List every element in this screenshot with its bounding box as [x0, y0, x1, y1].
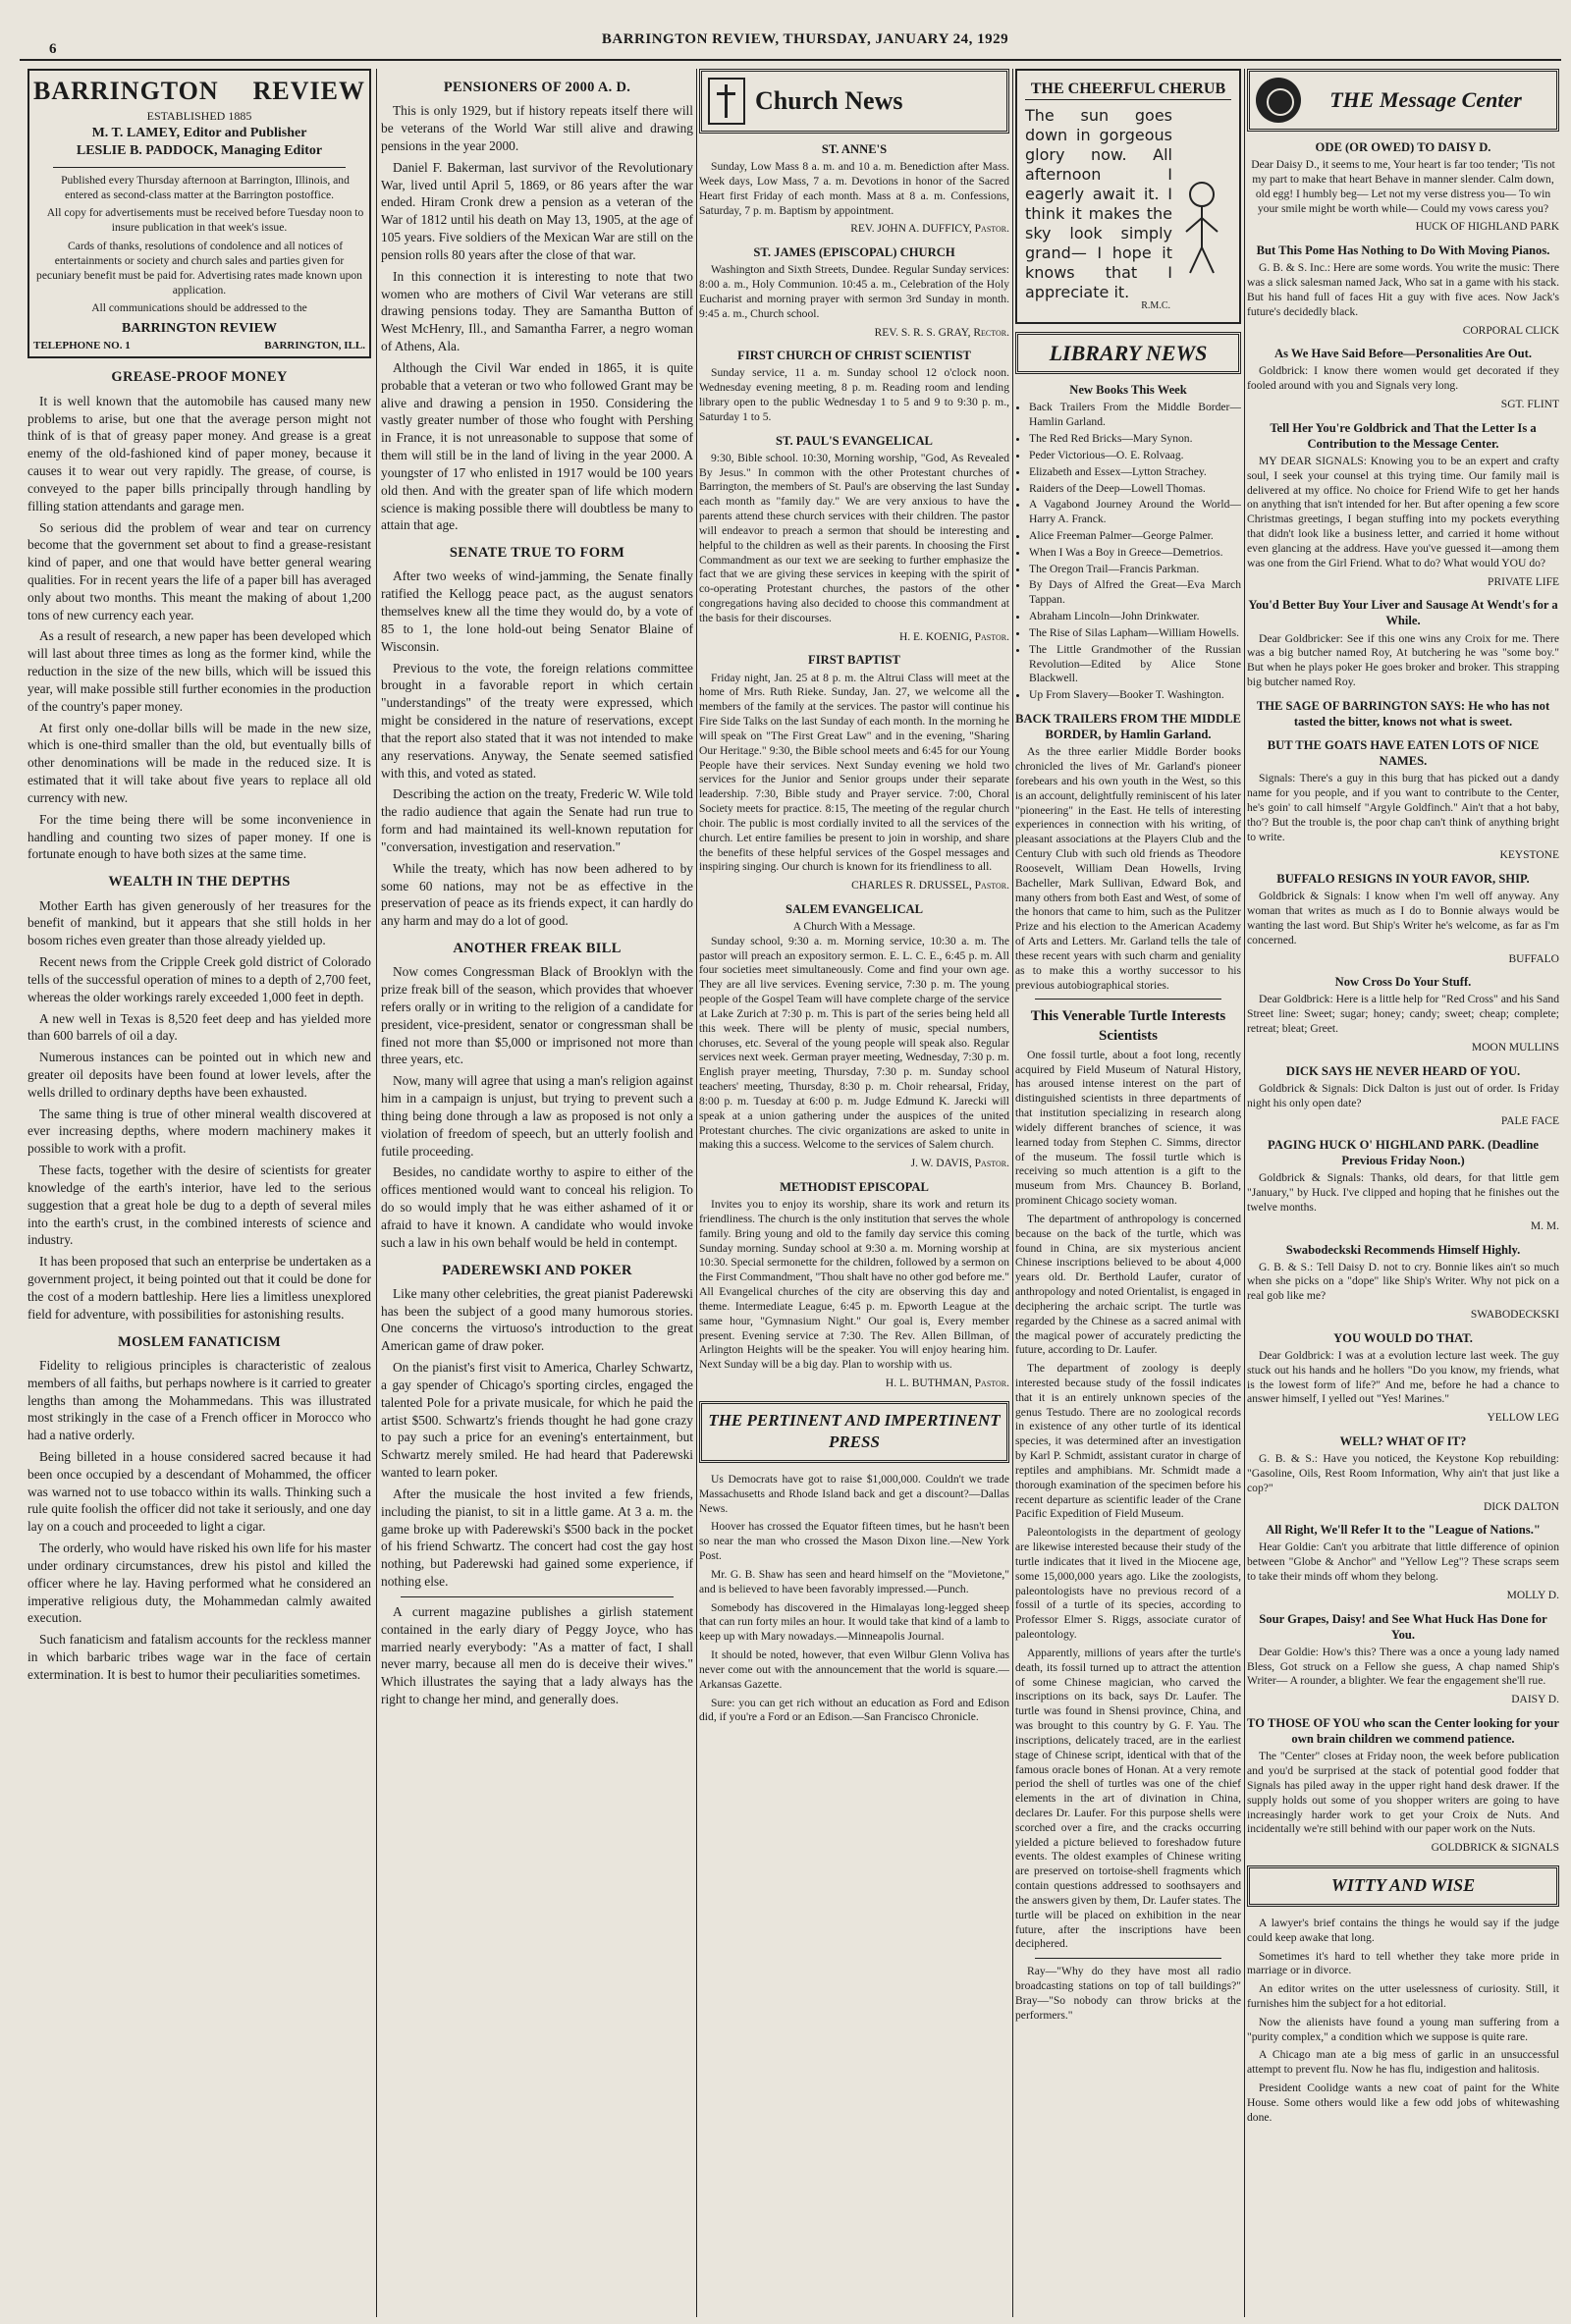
mc-signature: HUCK OF HIGHLAND PARK [1415, 221, 1559, 234]
mc-signature: DAISY D. [1511, 1694, 1559, 1706]
headline: PENSIONERS OF 2000 A. D. [443, 80, 631, 95]
mc-signature: PALE FACE [1500, 1115, 1559, 1128]
book-item: • Alice Freeman Palmer—George Palmer. [1029, 529, 1241, 544]
message-center-header [1247, 69, 1559, 132]
page-masthead [20, 29, 1561, 59]
headline: WEALTH IN THE DEPTHS [108, 874, 291, 891]
article-paragraph: The same thing is true of other mineral wealth discovered at ever increasing depths, where modern machinery makes it possible to work with a profit. [27, 1106, 371, 1157]
book-item: • By Days of Alfred the Great—Eva March Tappan. [1029, 578, 1241, 608]
mc-item: Dear Goldbrick: Here is a little help for "Red Cross" and his Sand Street line: Sweet; sugar; honey; candy; sweet; cheap; complete; retreat; bleat; Greet. [1247, 993, 1559, 1036]
witty-item: President Coolidge wants a new coat of paint for the White House. Some others would like a few odd jobs of whitewashing done. [1247, 2081, 1559, 2124]
book-item: • Back Trailers From the Middle Border—Hamlin Garland. [1029, 401, 1241, 430]
church-heading: ST. PAUL'S EVANGELICAL [776, 433, 933, 448]
church-notice: Washington and Sixth Streets, Dundee. Regular Sunday services: 8:00 a. m., Holy Communion. 10:45 a. m., Celebration of the Holy Eucharist and morning prayer with sermon 3rd Sunday in month. 9:45 a. m., Church school. [699, 263, 1009, 320]
article-paragraph: The department of anthropology is concerned because on the back of the turtle, which was found in China, are six mysterious ancient Chinese inscriptions believed to be about 4,000 years old. Dr. Berthold Laufer, curator of anthropology and noted Orientalist, is engaged in deciphering the archaic script. The turtle was regarded by the Chinese as a sacred animal with the magical power of accurately predicting the future, according to Dr. Laufer. [1015, 1212, 1241, 1357]
article-paragraph: Being billeted in a house considered sacred because it had been once occupied by a descendant of Mohammed, the officer was warned not to use tobacco within its walls. Thinking such a rule quite foolish the officer did not take it seriously, and one day lay on a couch and proceeded to light a cigar. [27, 1449, 371, 1535]
column-2 [381, 69, 693, 2317]
book-item: • The Oregon Trail—Francis Parkman. [1029, 563, 1241, 577]
telephone: TELEPHONE NO. 1 [33, 339, 131, 351]
mc-heading: TO THOSE OF YOU who scan the Center looking for your own brain children we commend patience. [1247, 1716, 1559, 1747]
mc-heading: Tell Her You're Goldbrick and That the Letter Is a Contribution to the Message Center. [1270, 420, 1537, 451]
headline: GREASE-PROOF MONEY [111, 369, 288, 386]
library-news-header: LIBRARY NEWS [1015, 332, 1241, 374]
mc-item: G. B. & S. Inc.: Here are some words. You write the music: There was a slick salesman named Jack, Who sat in a game with his stack. But his hand full of faces Hit a guy with five aces. Now Jack's future's decidedly black. [1247, 261, 1559, 318]
church-heading: FIRST BAPTIST [808, 653, 900, 668]
church-news-header [699, 69, 1009, 134]
church-notice: Friday night, Jan. 25 at 8 p. m. the Altrui Class will meet at the home of Mrs. Ruth Rieke. Sunday, Jan. 27, we welcome all the members of the family at the services. The pastor will continue his Fire Side Talks on the last Sunday of each month. In the morning he will speak on "The First Great Law" and in the evening, "Sharing Our Heritage." 9:30, the Bible school meets and 6:45 for our Young People have their services. Next Sunday evening we hold two services for the Junior and Senior groups under their separate leadership. 7:30, Bible study and Prayer service. 7:00, Choral Society meets for practice. 8:15, The meeting of the regular church choir. The public is most cordially invited to all the services of the church. Let entire families be present to join in worship, and share the benefits of these helpful services of the Gospel messages and inspiring singing. Our church is known for its friendliness to all. [699, 671, 1009, 874]
book-item: • Raiders of the Deep—Lowell Thomas. [1029, 482, 1241, 497]
book-item: • The Rise of Silas Lapham—William Howells. [1029, 626, 1241, 641]
article-paragraph: As a result of research, a new paper has been developed which will last about three times as long as the former kind, while the reduction in the size of the new bills, which will be issued this year, will make possible still further economies in the production of the country's paper money. [27, 628, 371, 714]
article-paragraph: It has been proposed that such an enterprise be undertaken as a government project, it being pointed out that it could be done for the cost of a modern battleship. Here lies a limitless unexplored field for adventure, with possibilities for astonishing results. [27, 1254, 371, 1322]
church-notice: Invites you to enjoy its worship, share its work and return its friendliness. The church is the only institution that serves the whole family. Bring young and old to the family day service this coming Sunday morning. Sunday school at 9:30 a. m. Morning worship at 10:30. Special sermonette for the children, followed by a sermon on the First Commandment, "Thou shalt have no other god before me." All Evangelical churches of the city are observing this day and theme. Intermediate League, 6:45 p. m. Epworth League at the same hour, "Gymnasium Night." Our goal is, Every member present. Evening service at 7:30. The Rev. Allen Billman, of Arlington Heights will be the speaker. You will enjoy hearing him. Next Sunday will be a big day. Plan to worship with us. [699, 1198, 1009, 1372]
headline: MOSLEM FANATICISM [117, 1333, 282, 1350]
article-paragraph: Apparently, millions of years after the turtle's death, its fossil turned up to attract the attention of some Chinese magician, who carved the inscriptions on its back, says Dr. Laufer. The turtle was found in Shensi province, China, and was brought to this country by G. F. Yau. The inscriptions, delicately traced, are in the earliest stage of Chinese script, identical with that of the famous oracle bones of Honan. At a very remote period the shell of turtles was one of the chief elements in the art of divination in China, declares Dr. Laufer. For this purpose shells were scorched over a fire, and the cracks occurring yielded a picture believed to foreshadow future events. The oldest examples of Chinese writing are preserved on tortoise-shell fragments which contain questions addressed to soothsayers and the answers given by them, Dr. Laufer states. The turtle will be placed on exhibition in the near future, after the inscriptions have been deciphered. [1015, 1646, 1241, 1951]
book-item: • The Little Grandmother of the Russian Revolution—Edited by Alice Stone Blackwell. [1029, 643, 1241, 686]
mc-heading: YOU WOULD DO THAT. [1333, 1330, 1473, 1345]
headline: ANOTHER FREAK BILL [453, 941, 622, 956]
church-heading: ST. JAMES (EPISCOPAL) CHURCH [753, 245, 955, 260]
press-item: Hoover has crossed the Equator fifteen times, but he hasn't been so near the man who crossed the Mason Dixon line.—New York Post. [699, 1520, 1009, 1563]
column-5 [1247, 69, 1559, 2317]
message-center-title: THE Message Center [1329, 86, 1522, 112]
mc-signature: KEYSTONE [1499, 849, 1559, 862]
mc-item: Dear Goldie: How's this? There was a once a young lady named Bless, Got struck on a Fellow she guess, A chap named Ship's Writer— A rounder, a blighter. We fear the engagement she'll rue. [1247, 1645, 1559, 1688]
mc-item: Goldbrick & Signals: Thanks, old dears, for that little gem "January," by Huck. I've clipped and hoping that he finishes out the twelve months. [1247, 1171, 1559, 1214]
article-paragraph: Recent news from the Cripple Creek gold district of Colorado tells of the successful operation of mines to a depth of 2,700 feet, whereas the older workings rarely exceeded 1,000 feet in depth. [27, 954, 371, 1004]
pertinent-press-header: THE PERTINENT AND IMPERTINENT PRESS [699, 1401, 1009, 1463]
press-item: Mr. G. B. Shaw has seen and heard himself on the "Movietone," and is believed to have been favorably impressed.—Punch. [699, 1567, 1009, 1595]
church-notice: Sunday school, 9:30 a. m. Morning service, 10:30 a. m. The pastor will preach an expository sermon. E. L. C. E., 6:45 p. m. All four societies meet simultaneously. Come and find your own age. They are all live services. Evening service, 7:30 p. m. The young people of the Gospel Team will have complete charge of the service at Lake Zurich at 7:30 p. m. This is part of the series being held all this week. There will be plenty of music, special numbers, choruses, etc. Several of the young people will speak also. Regular services next week. German prayer meeting, Wednesday, 7:30 p. m. English prayer meeting, Thursday, 7:30 p. m. Sunday school teachers' meeting, Thursday, 8:30 p. m. Choir rehearsal, Friday, 8:00 p. m. Tuesday at 6:00 p. m. Judge Edmund K. Jarecki will speak at a union gathering under the auspices of the united Protestant churches. The civic organizations are asked to unite in making this a success. Welcome to the services of Salem church. [699, 934, 1009, 1152]
pastor-signature: H. L. BUTHMAN, Pastor. [885, 1378, 1009, 1390]
headline: SENATE TRUE TO FORM [449, 545, 625, 562]
article-paragraph: Mother Earth has given generously of her treasures for the benefit of mankind, but it appears that she still holds in her bosom riches even greater than those already yielded up. [27, 897, 371, 948]
review-paragraph: As the three earlier Middle Border books chronicled the lives of Mr. Garland's pioneer forebears and his own youth in the West, so this is an account, delightfully reminiscent of his later "pioneering" in the East. He tells of interesting experiences in connection with his writing, of pleasant associations at the Players Club and the Century Club with such old friends as Theodore Roosevelt, William Dean Howells, Irving Bacheller, Mark Sullivan, Edward Bok, and many others from both East and West, of some of the honors that came to him, such as the Pulitzer Prize and his election to the American Academy of Arts and Letters. Mr. Garland tells the tale of these recent years with such charm and geniality as to make this a worthy successor to his previous autobiographical stories. [1015, 745, 1241, 992]
church-heading: METHODIST EPISCOPAL [780, 1179, 929, 1194]
article-paragraph: The orderly, who would have risked his own life for his master under ordinary circumstances, drew his pistol and killed the officer where he lay. Having performed what he considered an imperative religious duty, the Mohammedan calmly awaited execution. [27, 1540, 371, 1626]
book-item: • Elizabeth and Essex—Lytton Strachey. [1029, 465, 1241, 480]
church-heading: ST. ANNE'S [821, 142, 888, 156]
article-paragraph: One fossil turtle, about a foot long, recently acquired by Field Museum of Natural History, has aroused intense interest on the part of distinguished scientists in three departments of that institution specializing in research along widely different branches of science, it was learned today from Stephen C. Simms, director of the museum. The fossil turtle which is receiving so much attention is a gift to the museum from Mrs. Chauncey B. Borland, prominent Chicago society woman. [1015, 1048, 1241, 1208]
mc-heading: ODE (OR OWED) TO DAISY D. [1315, 140, 1491, 154]
nameplate-address: BARRINGTON REVIEW [121, 321, 278, 337]
mc-heading: You'd Better Buy Your Liver and Sausage At Wendt's for a While. [1248, 598, 1558, 628]
mc-heading: Sour Grapes, Daisy! and See What Huck Has Done for You. [1259, 1611, 1547, 1642]
church-heading: SALEM EVANGELICAL [785, 901, 924, 916]
mc-item: MY DEAR SIGNALS: Knowing you to be an expert and crafty soul, I seek your counsel at this trying time. Our family mail is delivered at my office. No choice for Friend Wife to get her hands on anything that isn't intended for her. But after opening a few score Christmas greetings, I began stuffing into my pockets everything that didn't look like a business letter, and carried it home without even glancing at the address. Have you've guessed it—among them was one from the Girl Friend. What to do? What would YOU do? [1247, 454, 1559, 569]
mc-heading: WELL? WHAT OF IT? [1339, 1433, 1467, 1448]
mc-signature: DICK DALTON [1484, 1500, 1559, 1513]
pastor-signature: REV. JOHN A. DUFFICY, Pastor. [850, 223, 1009, 236]
press-item: It should be noted, however, that even Wilbur Glenn Voliva has never come out with the announcement that the world is square.—Arkansas Gazette. [699, 1648, 1009, 1691]
book-list [1015, 401, 1241, 703]
book-item: • When I Was a Boy in Greece—Demetrios. [1029, 546, 1241, 561]
review-heading: BACK TRAILERS FROM THE MIDDLE BORDER, by Hamlin Garland. [1015, 712, 1241, 742]
mc-signature: YELLOW LEG [1487, 1412, 1559, 1425]
masthead-text: BARRINGTON REVIEW, THURSDAY, JANUARY 24, 1929 [601, 31, 1009, 47]
article-paragraph: These facts, together with the desire of scientists for greater knowledge of the earth's interior, have led to the serious suggestion that a great hole be dug to a depth of several miles into the earth's crust, in the combined interests of science and industry. [27, 1162, 371, 1248]
nameplate-notice: All communications should be addressed to the [91, 301, 307, 315]
cherub-signature: R.M.C. [1141, 299, 1170, 311]
church-news-title: Church News [755, 85, 903, 115]
article-paragraph: A current magazine publishes a girlish statement contained in the early diary of Peggy Joyce, who has married nearly everybody: "As a matter of fact, I shall never marry, because all men do is deceive their wives." Which illustrates the saying that a lady always has the right to change her mind, and generally does. [381, 1603, 693, 1707]
nameplate-title-left: BARRINGTON [33, 77, 219, 105]
article-paragraph: This is only 1929, but if history repeats itself there will be veterans of the World War still alive and drawing pensions in the year 2000. [381, 103, 693, 153]
joke-paragraph: Ray—"Why do they have most all radio broadcasting stations on top of tall buildings?" Bray—"So nobody can throw bricks at the performers." [1015, 1965, 1241, 2022]
nameplate-notice: Published every Thursday afternoon at Barrington, Illinois, and entered as second-class matter at the Barrington postoffice. [61, 173, 350, 201]
nameplate-title-right: REVIEW [252, 77, 365, 105]
mc-heading: PAGING HUCK O' HIGHLAND PARK. (Deadline Previous Friday Noon.) [1268, 1138, 1539, 1168]
mc-item: Goldbrick & Signals: I know when I'm well off anyway. Any woman that writes as much as I do to Bonnie always would be wanting the last word. But Ship's Writer he's welcome, as far as I'm concerned. [1247, 890, 1559, 946]
mc-signature: BUFFALO [1508, 952, 1559, 965]
headline: PADEREWSKI AND POKER [442, 1262, 632, 1278]
seal-icon [1256, 78, 1301, 123]
mc-signature: CORPORAL CLICK [1462, 324, 1559, 337]
mc-signature: MOON MULLINS [1471, 1041, 1559, 1054]
cherub-illustration [1180, 179, 1223, 277]
mc-item: The "Center" closes at Friday noon, the week before publication and you'd be surprised at the stack of potential good fodder that Signals has piled away in the upper right hand desk drawer. If the supply holds out some of you shopper writers are going to have increasingly harder work to get your Croix de Nuts. And incidentally we're still behind with our paper work on the Nuts. [1247, 1750, 1559, 1836]
pastor-signature: CHARLES R. DRUSSEL, Pastor. [851, 880, 1009, 892]
witty-item: A lawyer's brief contains the things he would say if the judge could keep awake that long. [1247, 1916, 1559, 1944]
church-notice: 9:30, Bible school. 10:30, Morning worship, "God, As Revealed By Jesus." In common with the other Protestant churches of Barrington, the members of St. Paul's are observing the last Sunday each month as "family day." We are very anxious to have the parents attend these church services with their children. The pastor will endeavor to preach a sermon that should be interesting and helpful to the children as well as their parents. In choosing the First Commandment as our text we are seeking to further emphasize the fact that we are giving these services in keeping with the spirit of co-operating Protestant churches, the pastors of the other congregations having also decided to choose this commandment at the basis for their discourses. [699, 451, 1009, 624]
witty-and-wise-header: WITTY AND WISE [1247, 1865, 1559, 1907]
mc-item: G. B. & S.: Have you noticed, the Keystone Kop rebuilding: "Gasoline, Oils, Rest Room Information, Why ain't that just like a cop?" [1247, 1452, 1559, 1494]
turtle-headline: This Venerable Turtle Interests Scientists [1030, 1008, 1226, 1044]
pastor-signature: J. W. DAVIS, Pastor. [910, 1158, 1009, 1170]
column-4 [1015, 69, 1241, 2317]
cherub-poem: The sun goes down in gorgeous glory now. All afternoon I eagerly await it. I think it makes the sky look simply grand— I hope it knows that I appreciate it. [1025, 106, 1172, 302]
nameplate [27, 69, 371, 358]
mc-heading: BUT THE GOATS HAVE EATEN LOTS OF NICE NAMES. [1267, 738, 1540, 769]
column-3 [699, 69, 1009, 2317]
city: BARRINGTON, ILL. [264, 339, 365, 351]
book-item: • Up From Slavery—Booker T. Washington. [1029, 688, 1241, 703]
page-number: 6 [49, 41, 57, 57]
article-paragraph: Now, many will agree that using a man's religion against him in a campaign is unjust, but trying to prevent such a thing being done through a law as proposed is not only a violation of freedom of speech, but an utterly foolish and futile proceeding. [381, 1073, 693, 1159]
book-item: • A Vagabond Journey Around the World—Harry A. Franck. [1029, 498, 1241, 527]
article-paragraph: Daniel F. Bakerman, last survivor of the Revolutionary War, lived until April 5, 1869, or 86 years after the war ended. Hiram Cronk drew a pension as a veteran of the War of 1812 until his death on May 13, 1905, at the age of 105 years. Five soldiers of the Mexican War are still on the pension rolls 80 years after the close of that war. [381, 159, 693, 262]
article-paragraph: For the time being there will be some inconvenience in handling and counting two sizes of paper money. If one is fortunate enough to have both sizes at the same time. [27, 811, 371, 862]
book-item: • Peder Victorious—O. E. Rolvaag. [1029, 449, 1241, 463]
mc-signature: M. M. [1530, 1219, 1559, 1232]
manager-line: LESLIE B. PADDOCK, Managing Editor [76, 143, 323, 159]
mc-item: Signals: There's a guy in this burg that has picked out a dandy name for you people, and if you want to contribute to the Center, he's goin' to call himself "Argyle Goldfinch." Ain't that a hot baby, tho'? But the trouble is, the poor chap can't think of anything bright to write. [1247, 772, 1559, 843]
mc-heading: THE SAGE OF BARRINGTON SAYS: He who has not tasted the bitter, knows not what is sweet. [1256, 698, 1550, 729]
press-item: Sure: you can get rich without an education as Ford and Edison did, if you're a Ford or an Edison.—San Francisco Chronicle. [699, 1696, 1009, 1724]
article-paragraph: After two weeks of wind-jamming, the Senate finally ratified the Kellogg peace pact, as the august senators themselves knew all the time they would do, by a vote of 85 to 1, the lone hold-out being Senator Blaine of Wisconsin. [381, 568, 693, 654]
article-paragraph: The department of zoology is deeply interested because study of the fossil indicates that it is an entirely unknown species of the genus Testudo. There are no zoological records in existence of any other turtle of its identical species, it was determined after an investigation by Karl P. Schmidt, assistant curator in charge of reptiles and amphibians. Mr. Schmidt made a thorough examination of the specimen before his recent departure as scientific leader of the Crane Pacific Expedition of Field Museum. [1015, 1362, 1241, 1521]
article-paragraph: Fidelity to religious principles is characteristic of zealous members of all faiths, but perhaps nowhere is it carried to greater lengths than among the Mohammedans. This was illustrated most strikingly in the case of a French officer in Morocco who had a native orderly. [27, 1357, 371, 1443]
mc-item: Goldbrick: I know there women would get decorated if they fooled around with you and Signals very long. [1247, 364, 1559, 393]
cheerful-cherub-box [1015, 69, 1241, 324]
article-paragraph: Besides, no candidate worthy to aspire to either of the offices mentioned would want to conceal his religion. To do so would imply that he was either ashamed of it or afraid to have it known. A candidate who would invoke such a law in his own behalf would be held in contempt. [381, 1164, 693, 1250]
article-paragraph: It is well known that the automobile has caused many new problems to arise, but one that the average person might not think of is that of greasy paper money. And grease is a great enemy of the old-fashioned kind of paper money, because it causes it to wear out very rapidly. The grease, of course, is conveyed to the paper bills principally through handling by filling station attendants and garage men. [27, 393, 371, 513]
church-notice: Sunday service, 11 a. m. Sunday school 12 o'clock noon. Wednesday evening meeting, 8 p. m. Reading room and lending library open to the public Wednesday 1 to 5 and 9 to 9:30 p. m., Saturday 1 to 5. [699, 366, 1009, 423]
witty-item: A Chicago man ate a big mess of garlic in an unsuccessful attempt to prevent flu. Now he has flu, indigestion and halitosis. [1247, 2048, 1559, 2077]
mc-signature: MOLLY D. [1506, 1589, 1559, 1601]
mc-heading: As We Have Said Before—Personalities Are Out. [1273, 347, 1532, 361]
article-paragraph: Previous to the vote, the foreign relations committee brought in a favorable report in which certain "understandings" of the treaty were expressed, which might be considered in the nature of reservations, except that the report also stated that it was not intended to make any reservations. Anyway, the Senate seemed satisfied with this, and voted as stated. [381, 660, 693, 781]
article-paragraph: A new well in Texas is 8,520 feet deep and has yielded more than 600 barrels of oil a day. [27, 1010, 371, 1044]
mc-heading: DICK SAYS HE NEVER HEARD OF YOU. [1285, 1063, 1521, 1078]
article-paragraph: So serious did the problem of wear and tear on currency become that the government set about to find a grease-resistant kind of paper, and one that would have better general wearing qualities. For in recent years the life of a paper bill has averaged only about two months. This meant the making of about 1,200 tons of new currency each year. [27, 519, 371, 622]
column-1 [27, 69, 371, 2317]
article-paragraph: While the treaty, which has now been adhered to by some 60 nations, may not be as effective in the preservation of peace as its friends expect, it can hardly do any harm and may do a lot of good. [381, 860, 693, 929]
library-subheading: New Books This Week [1069, 383, 1187, 398]
mc-item: Hear Goldie: Can't you arbitrate that little difference of opinion between "Globe & Anchor" and "Yellow Leg"? These scraps seem to take their minds off whom they belong. [1247, 1540, 1559, 1584]
established: ESTABLISHED 1885 [146, 108, 252, 123]
pastor-signature: REV. S. R. S. GRAY, Rector. [874, 326, 1009, 339]
witty-item: An editor writes on the utter uselessness of curiosity. Still, it furnishes him the subject for a hot editorial. [1247, 1982, 1559, 2010]
mc-item: Dear Goldbrick: I was at a evolution lecture last week. The guy stuck out his hands and he hollers "Do you know, my friends, what is the lowest form of life?" And me, before he had a chance to answer himself, I yelled out "Yes! Marines." [1247, 1348, 1559, 1406]
cross-icon [708, 78, 745, 125]
church-heading: FIRST CHURCH OF CHRIST SCIENTIST [737, 349, 971, 363]
witty-item: Sometimes it's hard to tell whether they take more pride in marriage or in divorce. [1247, 1949, 1559, 1977]
mc-signature: PRIVATE LIFE [1488, 575, 1559, 588]
witty-item: Now the alienists have found a young man suffering from a "purity complex," a condition which we suppose is quite rare. [1247, 2015, 1559, 2043]
book-item: • Abraham Lincoln—John Drinkwater. [1029, 610, 1241, 624]
church-notice: Sunday, Low Mass 8 a. m. and 10 a. m. Benediction after Mass. Week days, Low Mass, 7 a. m. Devotions in honor of the Sacred Heart first Friday of each month. Mass at 8 a. m. Confessions, Saturday, 7 p. m. Baptism by appointment. [699, 160, 1009, 217]
mc-heading: But This Pome Has Nothing to Do With Moving Pianos. [1256, 243, 1550, 258]
article-paragraph: Although the Civil War ended in 1865, it is quite probable that a veteran or two who followed Grant may be alive and drawing a pension in 1950. Considering the vastly greater number of those who fought with Pershing in France, it is not unreasonable to suppose that some of them will still be in the land of living in the year 2000. A youngster of 17 who enlisted in 1917 would be 100 years old then. And with the greater span of life which modern science is making possible there will doubtless be many to attain that age. [381, 359, 693, 533]
mc-signature: SWABODECKSKI [1470, 1309, 1559, 1322]
article-paragraph: Describing the action on the treaty, Frederic W. Wile told the radio audience that again the Senate had run true to form and had maintained its well-known reputation for "conversation, investigation and reservation." [381, 786, 693, 854]
mc-item: G. B. & S.: Tell Daisy D. not to cry. Bonnie likes ain't so much when she picks on a "dope" like Ship's Writer. Why not pick on a real gob like me? [1247, 1260, 1559, 1303]
book-item: • The Red Red Bricks—Mary Synon. [1029, 432, 1241, 447]
article-paragraph: Now comes Congressman Black of Brooklyn with the prize freak bill of the season, which provides that whoever refers orally or in writing to the religion of a candidate for president, vice-president, senator or congressman shall be fined not more than $5,000 or imprisoned not more than three years, etc. [381, 964, 693, 1067]
mc-signature: GOLDBRICK & SIGNALS [1431, 1842, 1559, 1855]
mc-heading: Swabodeckski Recommends Himself Highly. [1285, 1242, 1521, 1257]
cherub-title: THE CHEERFUL CHERUB [1025, 79, 1231, 100]
editor-line: M. T. LAMEY, Editor and Publisher [91, 125, 307, 140]
article-paragraph: Numerous instances can be pointed out in which new and greater oil deposits have been found at lower levels, after the wells drilled to ordinary depths have been exhausted. [27, 1050, 371, 1100]
article-paragraph: In this connection it is interesting to note that two women who are mothers of Civil War veterans are still drawing pensions today. They are Samantha Button of West McHenry, Ill., and Samantha Farrer, a negro woman of Athens, Ala. [381, 268, 693, 354]
article-paragraph: Paleontologists in the department of geology are likewise interested because their study of the turtle indicates that it lived in the Miocene age, some 15,000,000 years ago. Like the zoologists, paleontologists have no previous record of a fossil of a turtle of its species, according to Professor Elmer S. Riggs, associate curator of paleontology. [1015, 1526, 1241, 1642]
article-paragraph: Like many other celebrities, the great pianist Paderewski has been the subject of a good many humorous stories. One concerns the virtuoso's introduction to the great American game of draw poker. [381, 1285, 693, 1354]
article-paragraph: After the musicale the host invited a few friends, including the pianist, to sit in a little game. At 3 a. m. the game broke up with Paderewski's $500 back in the pocket of his friend Schwartz. The concert had cost the gay host nothing, but Paderewski had gained some experience, if nothing else. [381, 1486, 693, 1590]
article-paragraph: Such fanaticism and fatalism accounts for the reckless manner in which barbaric tribes wage war in the face of certain extermination. It is best to humor their peculiarities sometimes. [27, 1632, 371, 1682]
mc-item: Dear Goldbricker: See if this one wins any Croix for me. There was a big butcher named Roy, At butchering he was "some boy." But when he plays poker He goes broker and broker. This strapping big butcher named Roy. [1247, 631, 1559, 689]
mc-item: Goldbrick & Signals: Dick Dalton is just out of order. Is Friday night his only open date? [1247, 1081, 1559, 1109]
pastor-signature: H. E. KOENIG, Pastor. [898, 630, 1009, 643]
nameplate-notice: All copy for advertisements must be received before Tuesday noon to insure publication in that week's issue. [46, 206, 364, 235]
mc-signature: SGT. FLINT [1500, 399, 1559, 411]
mc-heading: BUFFALO RESIGNS IN YOUR FAVOR, SHIP. [1276, 872, 1530, 887]
church-subheading: A Church With a Message. [792, 920, 916, 933]
mc-heading: All Right, We'll Refer It to the "League of Nations." [1266, 1523, 1541, 1538]
article-paragraph: At first only one-dollar bills will be made in the new size, which is one-third smaller than the old, but eventually bills of other denominations will be made in the reduced size. It is estimated that it will take about five years to replace all old currency with new. [27, 720, 371, 805]
mc-poem: Dear Daisy D., it seems to me, Your heart is far too tender; 'Tis not my part to make that heart Behave in manner slender. Calm down, old egg! I humbly beg— Let not my verse distress you— To win your smile might be worth while— Could my vows caress you? [1251, 158, 1555, 215]
press-item: Us Democrats have got to raise $1,000,000. Couldn't we trade Massachusetts and Rhode Island back and get a discount?—Dallas News. [699, 1472, 1009, 1515]
nameplate-notice: Cards of thanks, resolutions of condolence and all notices of entertainments or society and church sales and parties given for pecuniary benefit must be paid for. Advertising rates made known upon application. [36, 240, 362, 297]
press-item: Somebody has discovered in the Himalayas long-legged sheep that can run forty miles an hour. It would take that kind of a lamb to keep up with Mary nowadays.—Minneapolis Journal. [699, 1600, 1009, 1644]
article-paragraph: On the pianist's first visit to America, Charley Schwartz, a gay spender of Chicago's sporting circles, engaged the talented Pole for a private musicale, for which he paid the artist $500. Schwartz's friends thought he had gone crazy to pay such a price for an evening's entertainment, but Schwartz merely smiled. He had heard that Paderewski wanted to learn poker. [381, 1360, 693, 1481]
mc-heading: Now Cross Do Your Stuff. [1334, 975, 1472, 990]
